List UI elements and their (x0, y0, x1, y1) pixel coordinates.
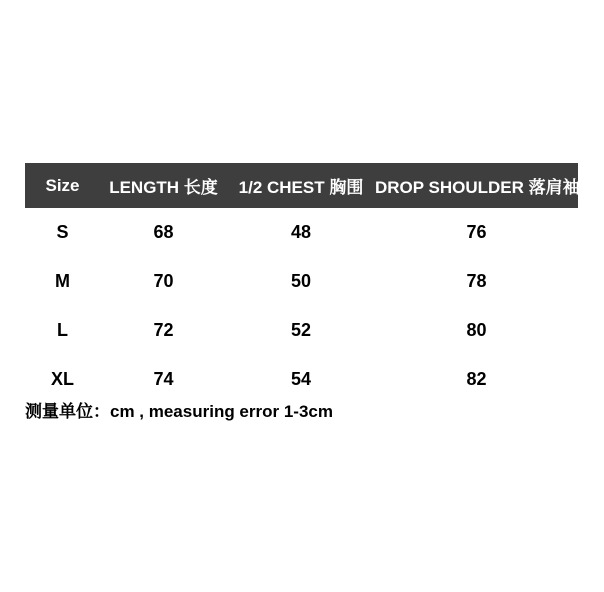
size-chart-table (25, 163, 578, 404)
header-cell-size: Size (45, 175, 80, 195)
cell-size: M (55, 271, 70, 291)
cell-drop-shoulder: 76 (466, 222, 487, 242)
table-header-row (25, 163, 578, 208)
cell-half-chest: 48 (290, 222, 312, 242)
table-row-s (25, 208, 578, 257)
table-row-l (25, 306, 578, 355)
cell-length: 74 (153, 369, 174, 389)
cell-size: XL (50, 369, 74, 389)
header-cell-length: LENGTH 长度 (109, 178, 218, 197)
cell-size: L (57, 320, 68, 340)
table-row-m (25, 257, 578, 306)
header-cell-drop-shoulder: DROP SHOULDER 落肩袖 (375, 178, 580, 197)
measurement-note: 测量单位：cm , measuring error 1-3cm (25, 402, 333, 421)
cell-half-chest: 54 (290, 369, 312, 389)
table-row-xl (25, 355, 578, 404)
cell-length: 68 (153, 222, 174, 242)
cell-drop-shoulder: 78 (466, 271, 487, 291)
cell-length: 70 (153, 271, 174, 291)
cell-half-chest: 52 (290, 320, 312, 340)
cell-size: S (56, 222, 69, 242)
header-cell-half-chest: 1/2 CHEST 胸围 (238, 178, 364, 197)
cell-drop-shoulder: 82 (466, 369, 487, 389)
cell-length: 72 (153, 320, 174, 340)
cell-drop-shoulder: 80 (466, 320, 487, 340)
cell-half-chest: 50 (290, 271, 312, 291)
